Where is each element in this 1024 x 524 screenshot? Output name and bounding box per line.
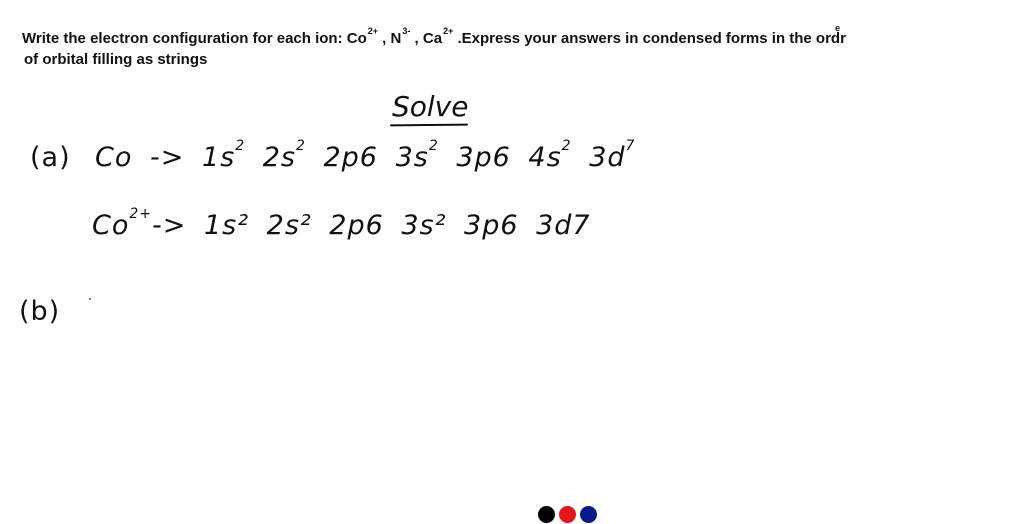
co2-terms: 1s² 2s² 2p6 3s² 3p6 3d7 [203, 210, 591, 241]
solve-heading: Solve [392, 90, 469, 123]
co-term-1 [201, 138, 246, 173]
co-term-7-exp: 7 [625, 138, 636, 154]
solve-underline [390, 124, 468, 127]
question-line2: of orbital filling as strings [24, 51, 208, 68]
co2-configuration [92, 206, 591, 241]
co2-element: Co [92, 210, 130, 241]
co-term-4-exp: 2 [428, 138, 439, 154]
footer-dots [538, 506, 597, 523]
co-term-1-exp: 2 [235, 138, 246, 154]
co-term-6-exp: 2 [561, 138, 572, 154]
stray-e: e [835, 23, 841, 33]
part-b-label: (b) [19, 296, 61, 327]
co-charge: 2+ [367, 26, 379, 36]
co-term-3: 2p6 [323, 142, 378, 173]
question-sep2: , Ca [410, 30, 443, 47]
ca-charge: 2+ [443, 26, 454, 36]
blue-dot [580, 506, 597, 523]
question-sep1: , N [378, 30, 402, 47]
co2-arrow: -> [152, 210, 187, 241]
co2-charge: 2+ [129, 206, 153, 222]
red-dot [559, 506, 576, 523]
co-term-4-base: 3s [395, 142, 429, 173]
co-term-6 [528, 138, 572, 173]
co-arrow: -> [149, 142, 185, 173]
co-element: Co [95, 142, 133, 173]
black-dot [538, 506, 555, 523]
ink-speck [89, 298, 91, 300]
co-term-2-base: 2s [262, 142, 296, 173]
question-text [22, 24, 982, 70]
co-term-2 [262, 138, 306, 173]
co-configuration [95, 138, 636, 173]
co-term-2-exp: 2 [295, 138, 306, 154]
co-term-6-base: 4s [528, 142, 562, 173]
co-term-7-base: 3d [589, 142, 626, 173]
co-term-7 [589, 138, 636, 173]
question-prefix: Write the electron configuration for each ion: Co [22, 30, 367, 47]
co-term-5: 3p6 [456, 142, 511, 173]
co-term-4 [395, 138, 439, 173]
n-charge: 3- [402, 26, 411, 36]
question-rest: .Express your answers in condensed forms in the ord [453, 30, 841, 47]
question-rest-end: r [840, 30, 846, 47]
part-a-label: (a) [30, 142, 71, 173]
co-term-1-base: 1s [201, 142, 236, 173]
